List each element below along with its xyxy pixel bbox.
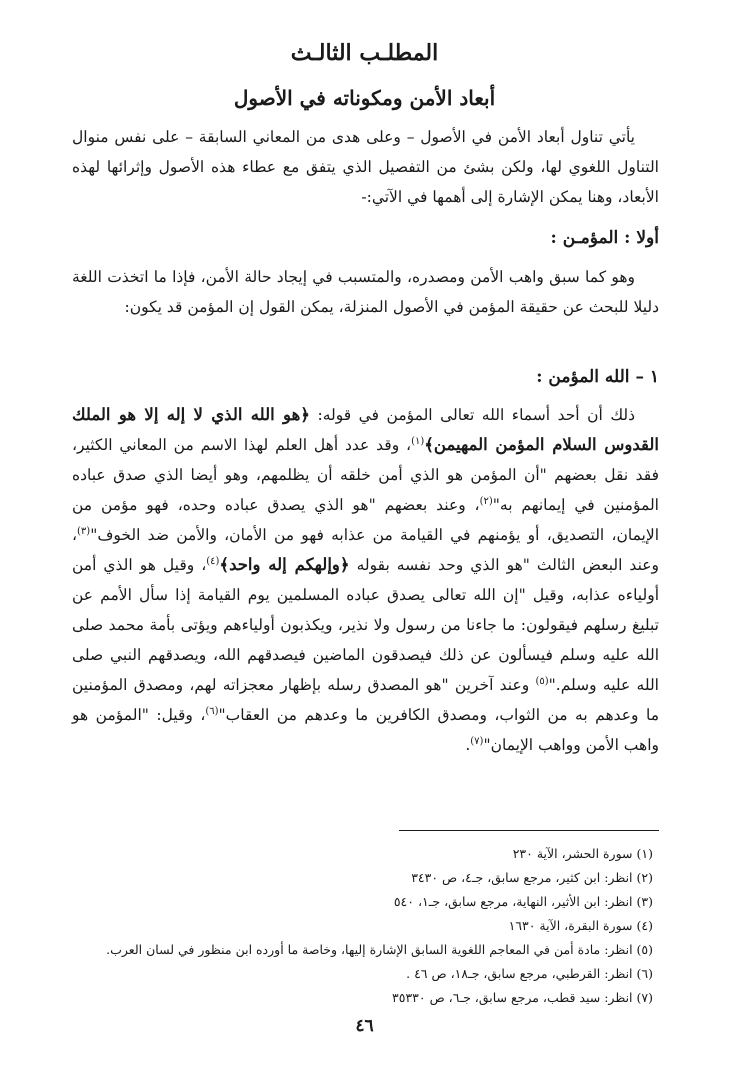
period: . <box>465 736 471 754</box>
heading-almumin: أولا : المؤمـن : <box>550 228 659 248</box>
body-text: وعند آخرين "هو المصدق رسله بإظهار معجزاته لهم، ومصدق المؤمنين ما وعدهم به من الثواب، ومصدق الكافرين ما وعدهم من العقاب" <box>72 676 659 724</box>
footnote-ref-2: (٢) <box>479 495 493 507</box>
footnote-2: (٢) انظر: ابن كثير، مرجع سابق، جـ٤، ص ٣٤٣٠ <box>411 870 653 885</box>
footnotes-list <box>60 842 653 1010</box>
footnote-ref-3: (٣) <box>77 525 91 537</box>
body-text: ، وعند بعضهم "هو الذي يصدق عباده وحده، فهو مؤمن من الإيمان، التصديق، أو يؤمنهم في القيامة من عذابه فهو من الأمان، والأمن ضد الخوف" <box>72 496 659 544</box>
body-text: ، وقيل هو الذي أمن أولياءه عذابه، وقيل "إن الله تعالى يصدق عباده المسلمين يوم القيامة إذا سأل الأمم عن تبليغ رسلهم فيقولون: ما جاءنا من رسول ولا نذير، ويكذبون أولياءهم ويؤتى بأمة محمد صلى الله عليه وسلم فيسألون عن ذلك فيصدقون الماضين فيصدقهم الله، ويصدقهم النبي صلى الله عليه وسلم." <box>72 556 659 694</box>
footnote-ref-4: (٤) <box>206 555 220 567</box>
footnote-ref-1: (١) <box>411 435 425 447</box>
footnote-5: (٥) انظر: مادة أمن في المعاجم اللغوية السابق الإشارة إليها، وخاصة ما أورده ابن منظور في لسان العرب. <box>106 942 653 957</box>
footnote-3: (٣) انظر: ابن الأثير، النهاية، مرجع سابق، جـ١، ٥٤٠ <box>393 894 653 909</box>
footnote-7: (٧) انظر: سيد قطب، مرجع سابق، جـ٦، ص ٣٥٣٣٠ <box>392 990 653 1005</box>
footnote-separator <box>399 830 659 831</box>
heading-allah-almumin: ١ – الله المؤمن : <box>536 367 659 387</box>
lead-text: ذلك أن أحد أسماء الله تعالى المؤمن في قوله: <box>317 406 636 424</box>
body-text: ، وقد عدد أهل العلم لهذا الاسم من المعاني الكثير، فقد نقل بعضهم "أن المؤمن هو الذي أمن خلقه أن يظلمهم، وهو أيضا الذي صدق عباده المؤمنين في إيمانهم به" <box>72 436 659 514</box>
allah-almumin-paragraph <box>72 400 659 760</box>
footnote-6: (٦) انظر: القرطبي، مرجع سابق، جـ١٨، ص ٤٦ . <box>406 966 653 981</box>
section-title: المطلـب الثالـث <box>290 40 439 66</box>
footnote-ref-5: (٥) <box>535 675 549 687</box>
quran-verse-baqara: ﴿وإلهكم إله واحد﴾ <box>219 555 350 574</box>
almumin-paragraph: وهو كما سبق واهب الأمن ومصدره، والمتسبب في إيجاد حالة الأمن، فإذا ما اتخذت اللغة دليلا للبحث عن حقيقة المؤمن في الأصول المنزلة، يمكن القول إن المؤمن قد يكون: <box>72 268 659 316</box>
page-number: ٤٦ <box>355 1016 374 1036</box>
intro-paragraph: يأتي تناول أبعاد الأمن في الأصول – وعلى هدى من المعاني السابقة – على نفس منوال التناول اللغوي لها، ولكن بشئ من التفصيل الذي يتفق مع عطاء هذه الأصول وإثرائها لهذه الأبعاد، وهنا يمكن الإشارة إلى أهمها في الآتي:- <box>72 128 659 206</box>
footnote-ref-7: (٧) <box>470 735 484 747</box>
body-text: ، وقيل: "المؤمن هو واهب الأمن وواهب الإيمان" <box>72 706 659 754</box>
footnote-4: (٤) سورة البقرة، الآية ١٦٣٠ <box>508 918 653 933</box>
body-text: ، وعند البعض الثالث "هو الذي وحد نفسه بقوله <box>72 526 659 574</box>
quran-verse-hashr: ﴿هو الله الذي لا إله إلا هو الملك القدوس السلام المؤمن المهيمن﴾ <box>72 405 659 454</box>
footnote-ref-6: (٦) <box>205 705 219 717</box>
footnote-1: (١) سورة الحشر، الآية ٢٣٠ <box>512 846 653 861</box>
section-subtitle: أبعاد الأمن ومكوناته في الأصول <box>233 86 496 110</box>
